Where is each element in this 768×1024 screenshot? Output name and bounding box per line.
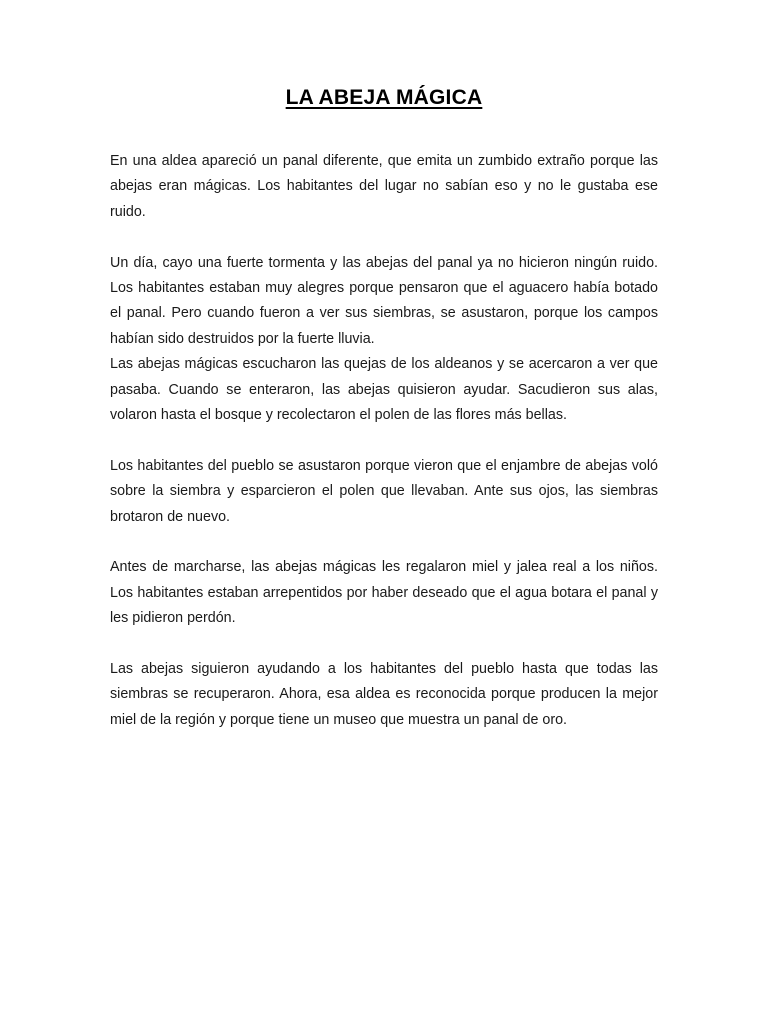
paragraph-6: Las abejas siguieron ayudando a los habitantes del pueblo hasta que todas las siembras se recuperaron. Ahora, esa aldea es reconocida porque producen la mejor miel de la región y porque tiene un museo que muestra un panal de oro.: [110, 661, 658, 728]
document-title: [0, 86, 768, 110]
paragraph-5: Antes de marcharse, las abejas mágicas les regalaron miel y jalea real a los niños. Los habitantes estaban arrepentidos por haber deseado que el agua botara el panal y les pidieron perdón.: [110, 559, 658, 627]
document-title-text: LA ABEJA MÁGICA: [285, 86, 483, 109]
paragraph-1: En una aldea apareció un panal diferente, que emita un zumbido extraño porque las abejas eran mágicas. Los habitantes del lugar no sabían eso y no le gustaba ese ruido.: [110, 153, 658, 220]
paragraph-3: Las abejas mágicas escucharon las quejas de los aldeanos y se acercaron a ver que pasaba. Cuando se enteraron, las abejas quisieron ayudar. Sacudieron sus alas, volaron hasta el bosque y recolectaron el polen de las flores más bellas.: [110, 356, 658, 424]
paragraph-4: Los habitantes del pueblo se asustaron porque vieron que el enjambre de abejas voló sobre la siembra y esparcieron el polen que llevaban. Ante sus ojos, las siembras brotaron de nuevo.: [110, 457, 658, 525]
document-body: [110, 149, 658, 733]
paragraph-2: Un día, cayo una fuerte tormenta y las abejas del panal ya no hicieron ningún ruido. Los habitantes estaban muy alegres porque pensaron que el aguacero había botado el panal. Pero cuando fueron a ver sus siembras, se asustaron, porque los campos habían sido destruidos por la fuerte lluvia.: [110, 254, 658, 347]
